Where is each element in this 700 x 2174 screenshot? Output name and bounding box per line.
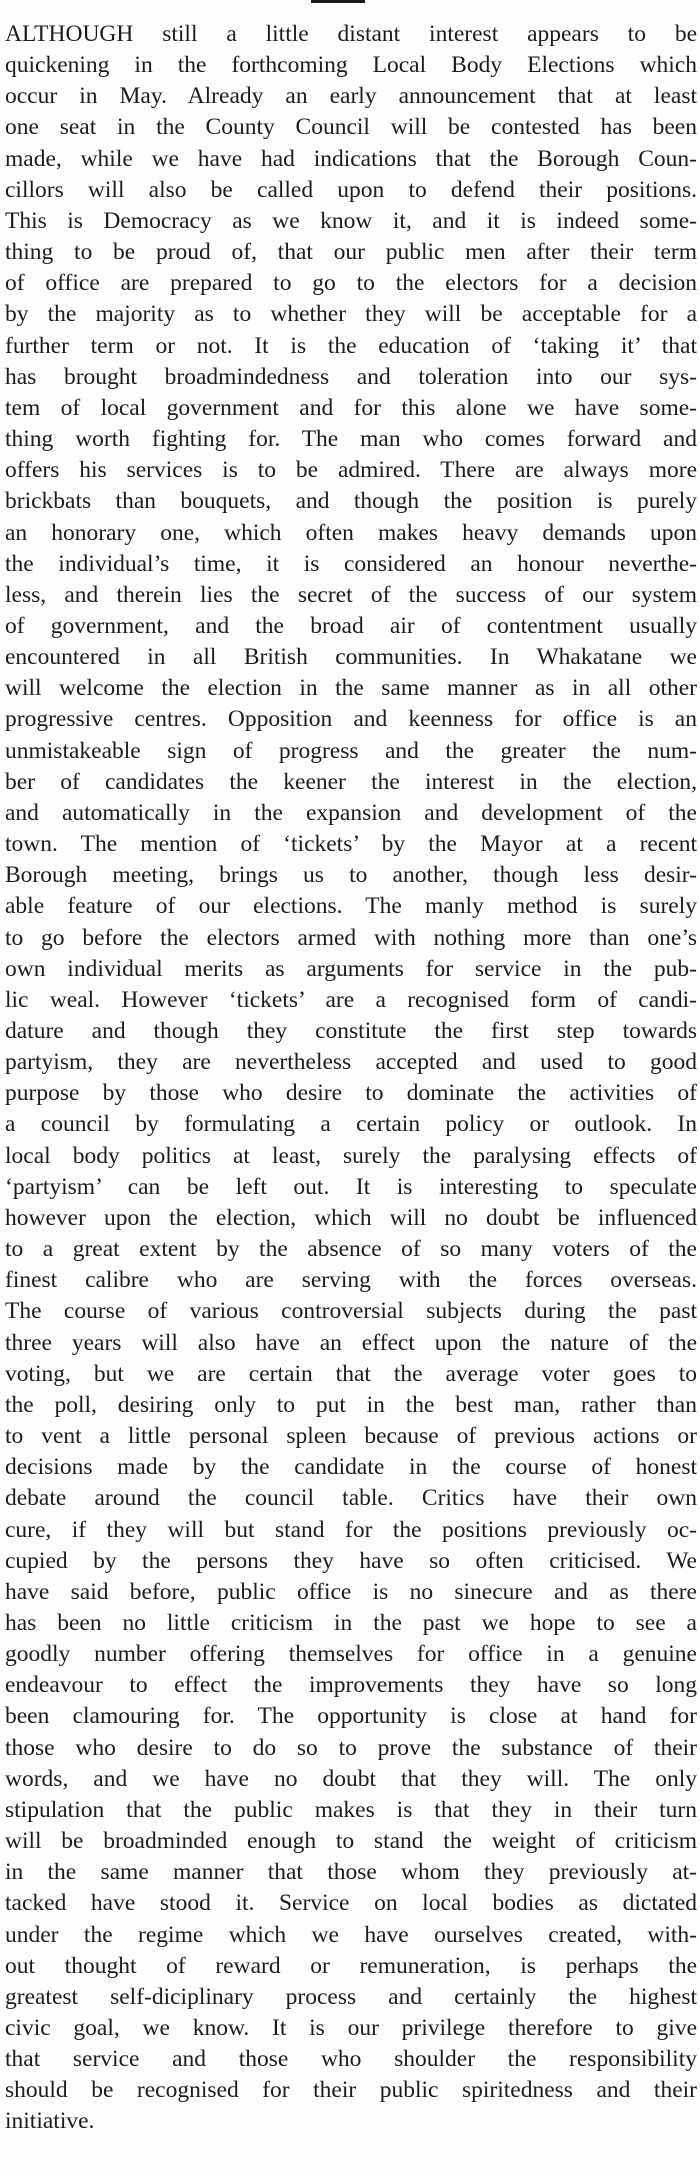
article-line: under the regime which we have ourselves created, with-	[5, 1921, 697, 1948]
article-line: cupied by the persons they have so often criticised. We	[5, 1547, 697, 1574]
article-line: in the same manner that those whom they previously at-	[5, 1859, 697, 1886]
article-line: made, while we have had indications that the Borough Coun-	[5, 145, 697, 172]
article-line: offers his services is to be admired. There are always more	[5, 457, 697, 484]
article-line: initiative.	[5, 2108, 95, 2135]
article-line: to vent a little personal spleen because of previous actions or	[5, 1423, 697, 1450]
article-line: progressive centres. Opposition and keenness for office is an	[5, 706, 697, 733]
article-line: three years will also have an effect upon the nature of the	[5, 1329, 697, 1356]
article-line: tem of local government and for this alone we have some-	[5, 394, 697, 421]
article-line: has been no little criticism in the past we hope to see a	[5, 1609, 697, 1636]
article-line: Borough meeting, brings us to another, though less desir-	[5, 862, 697, 889]
article-line: The course of various controversial subjects during the past	[5, 1298, 697, 1325]
article-line: will be broadminded enough to stand the weight of criticism	[5, 1828, 697, 1855]
editorial-article	[5, 19, 697, 2138]
article-line: This is Democracy as we know it, and it is indeed some-	[5, 207, 697, 234]
article-line: ALTHOUGH still a little distant interest appears to be	[5, 21, 697, 47]
article-line: voting, but we are certain that the average voter goes to	[5, 1360, 697, 1387]
article-line: encountered in all British communities. In Whakatane we	[5, 644, 697, 671]
article-line: less, and therein lies the secret of the success of our system	[5, 581, 697, 608]
article-line: should be recognised for their public spiritedness and their	[5, 2077, 697, 2104]
article-line: civic goal, we know. It is our privilege therefore to give	[5, 2015, 697, 2041]
article-line: goodly number offering themselves for office in a genuine	[5, 1641, 697, 1668]
article-line: however upon the election, which will no doubt be influenced	[5, 1204, 697, 1231]
article-line: will welcome the election in the same manner as in all other	[5, 675, 697, 702]
article-line: an honorary one, which often makes heavy demands upon	[5, 519, 697, 546]
article-line: thing to be proud of, that our public men after their term	[5, 239, 697, 266]
article-line: dature and though they constitute the first step towards	[5, 1018, 697, 1044]
article-line: stipulation that the public makes is that they in their turn	[5, 1796, 697, 1823]
article-line: lic weal. However ‘tickets’ are a recognised form of candi-	[5, 986, 697, 1013]
article-line: the individual’s time, it is considered an honour neverthe-	[5, 550, 697, 577]
article-line: that service and those who shoulder the responsibility	[5, 2046, 697, 2073]
article-line: purpose by those who desire to dominate the activities of	[5, 1080, 697, 1107]
article-line: those who desire to do so to prove the substance of their	[5, 1734, 697, 1761]
article-line: thing worth fighting for. The man who comes forward and	[5, 426, 697, 453]
article-line: tacked have stood it. Service on local bodies as dictated	[5, 1890, 697, 1917]
article-line: quickening in the forthcoming Local Body Elections which	[5, 52, 697, 79]
article-line: own individual merits as arguments for service in the pub-	[5, 955, 697, 982]
article-line: unmistakeable sign of progress and the greater the num-	[5, 737, 697, 764]
article-line: town. The mention of ‘tickets’ by the Mayor at a recent	[5, 831, 697, 858]
article-line: words, and we have no doubt that they will. The only	[5, 1765, 697, 1792]
article-line: to go before the electors armed with nothing more than one’s	[5, 924, 697, 951]
article-line: ‘partyism’ can be left out. It is interesting to speculate	[5, 1173, 697, 1200]
article-line: partyism, they are nevertheless accepted and used to good	[5, 1049, 697, 1076]
article-line: brickbats than bouquets, and though the position is purely	[5, 488, 697, 515]
article-line: out thought of reward or remuneration, is perhaps the	[5, 1952, 697, 1979]
header-rule	[311, 0, 365, 3]
article-line: of government, and the broad air of contentment usually	[5, 612, 697, 639]
article-line: cure, if they will but stand for the positions previously oc-	[5, 1516, 697, 1543]
article-line: further term or not. It is the education of ‘taking it’ that	[5, 332, 697, 359]
article-line: debate around the council table. Critics have their own	[5, 1485, 697, 1512]
article-line: occur in May. Already an early announcement that at least	[5, 83, 697, 110]
article-line: have said before, public office is no sinecure and as there	[5, 1578, 697, 1605]
article-line: of office are prepared to go to the electors for a decision	[5, 270, 697, 297]
article-line: has brought broadmindedness and toleration into our sys-	[5, 363, 697, 390]
article-line: decisions made by the candidate in the course of honest	[5, 1454, 697, 1481]
article-line: local body politics at least, surely the paralysing effects of	[5, 1142, 697, 1169]
article-line: endeavour to effect the improvements they have so long	[5, 1672, 697, 1699]
article-line: able feature of our elections. The manly method is surely	[5, 893, 697, 920]
article-line: to a great extent by the absence of so many voters of the	[5, 1236, 697, 1263]
article-line: and automatically in the expansion and development of the	[5, 799, 697, 826]
article-line: been clamouring for. The opportunity is close at hand for	[5, 1703, 697, 1730]
article-line: finest calibre who are serving with the forces overseas.	[5, 1267, 697, 1294]
article-line: greatest self-diciplinary process and certainly the highest	[5, 1983, 697, 2010]
article-line: one seat in the County Council will be contested has been	[5, 114, 697, 141]
article-line: cillors will also be called upon to defend their positions.	[5, 176, 697, 203]
article-line: a council by formulating a certain policy or outlook. In	[5, 1111, 697, 1138]
article-line: ber of candidates the keener the interest in the election,	[5, 768, 697, 795]
article-line: by the majority as to whether they will be acceptable for a	[5, 301, 697, 328]
article-line: the poll, desiring only to put in the best man, rather than	[5, 1391, 697, 1418]
